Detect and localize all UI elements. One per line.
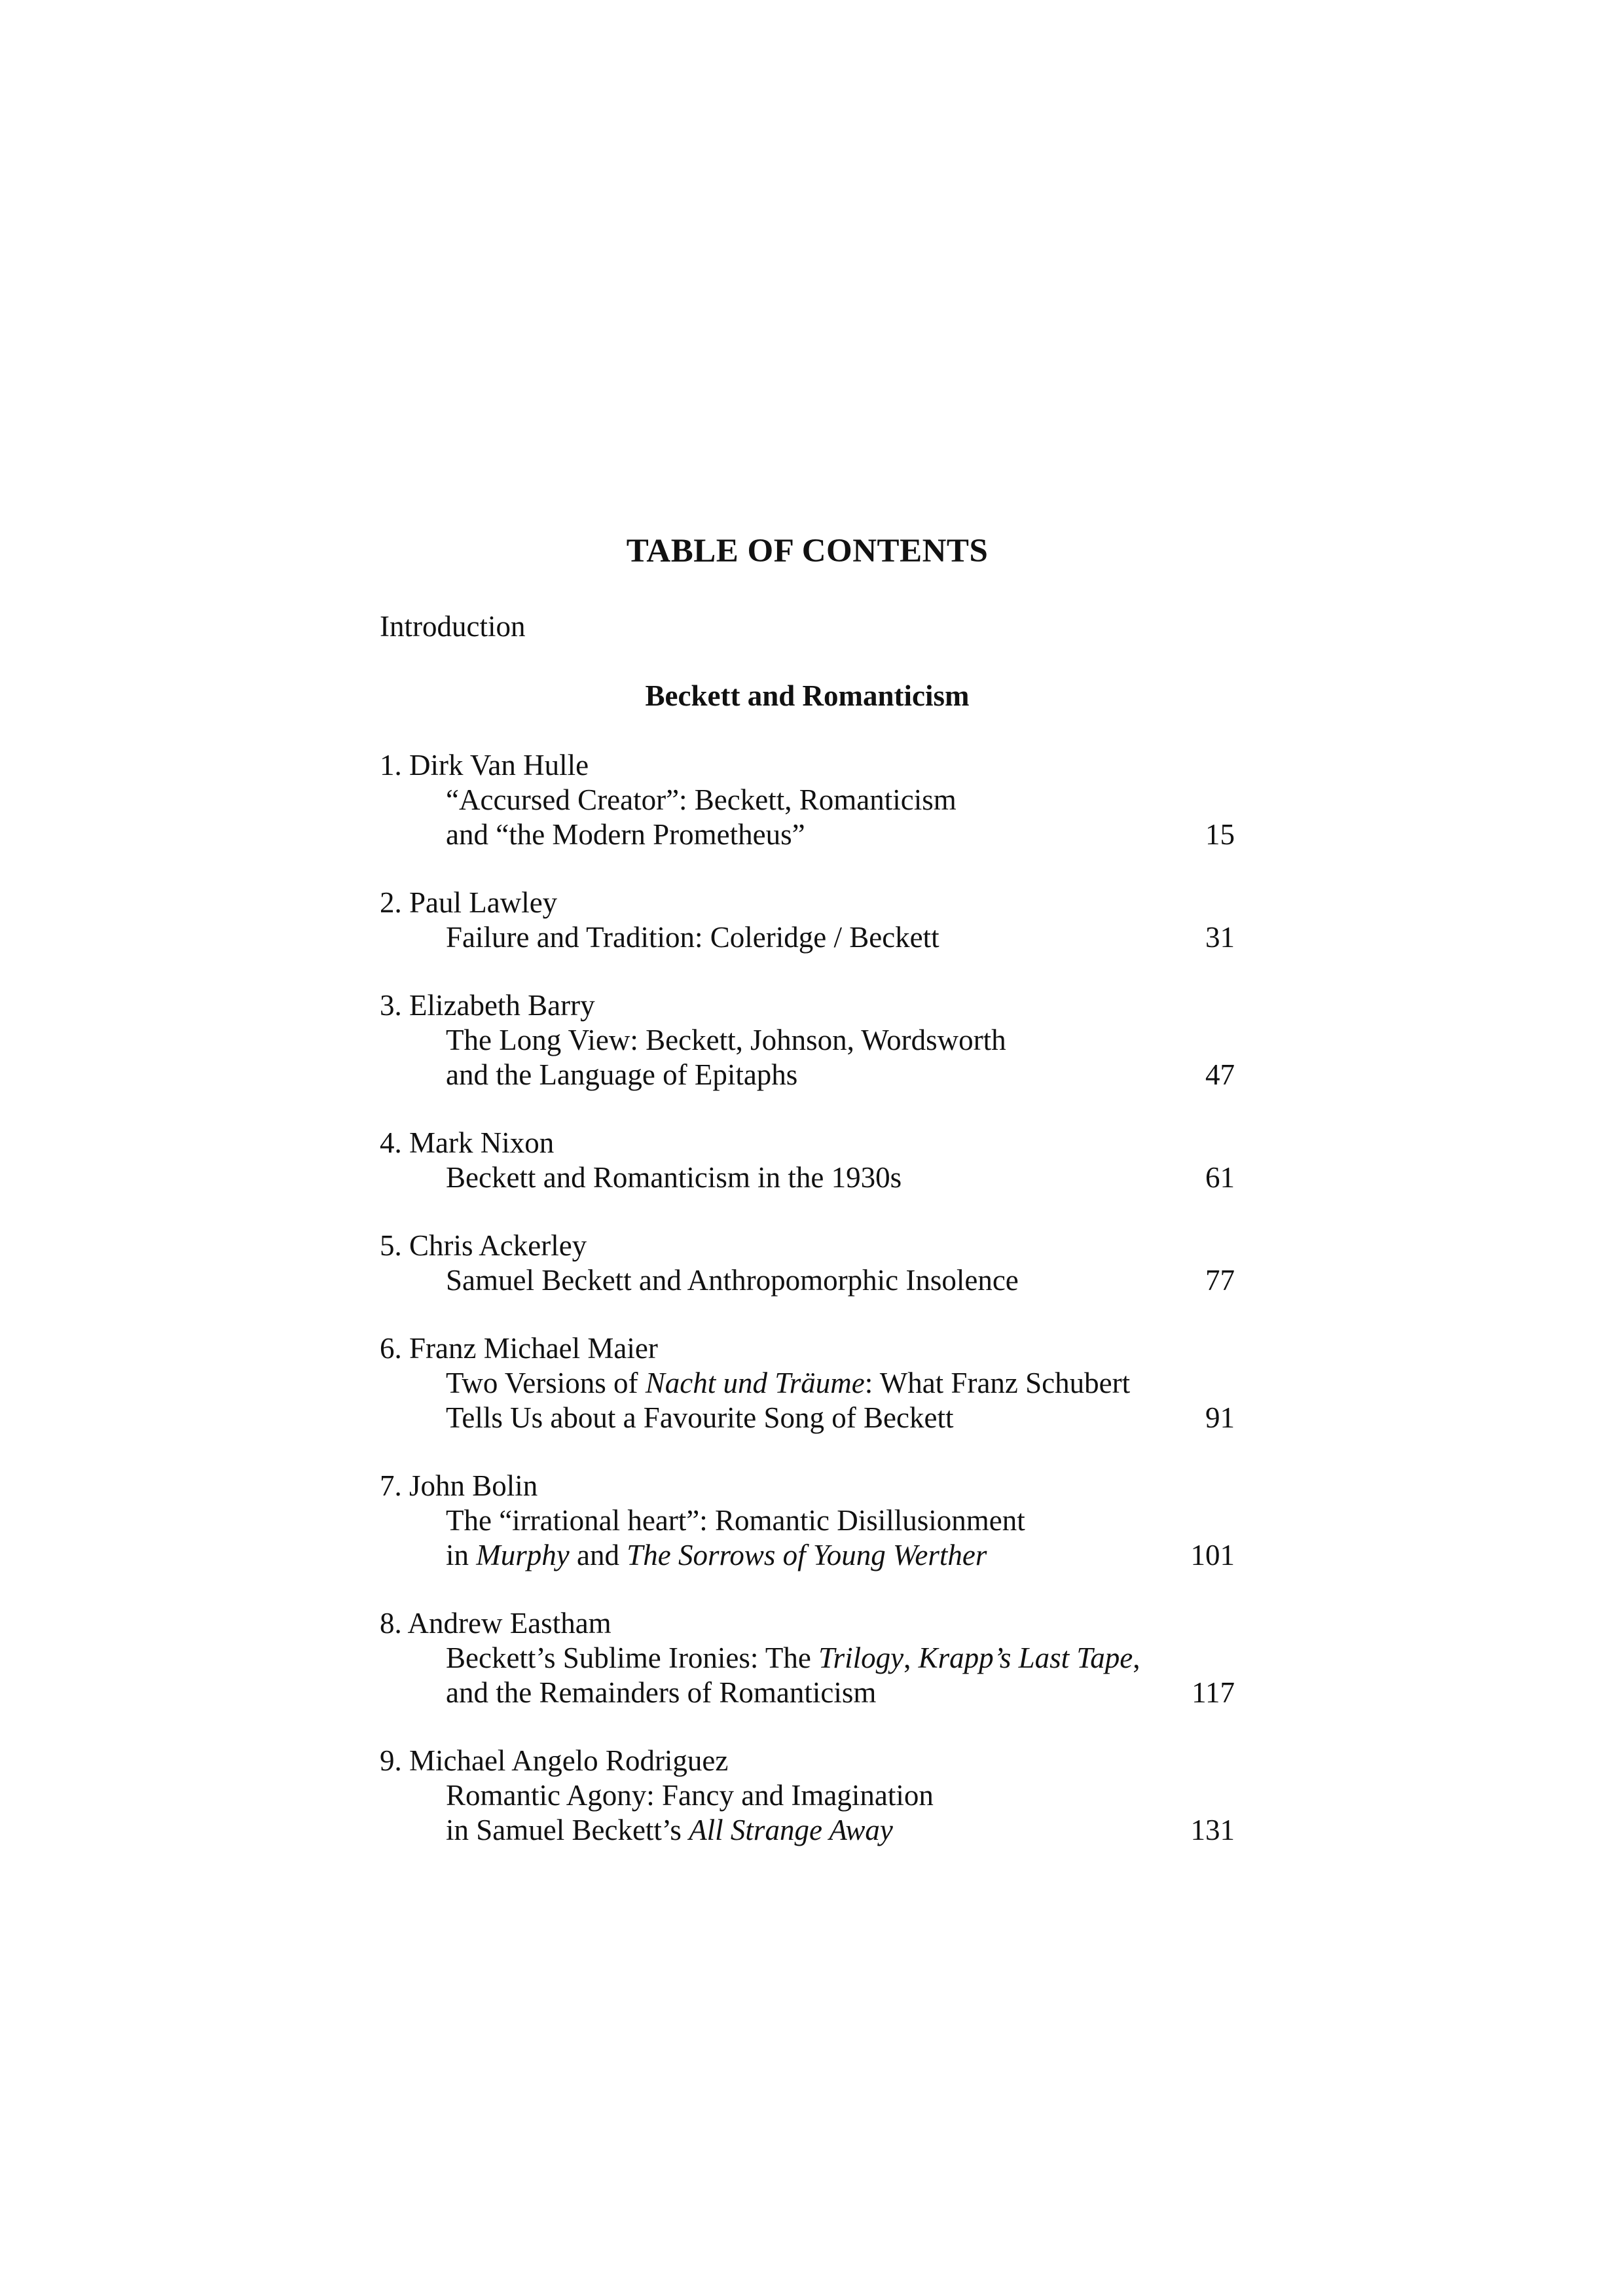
title-italic-text: The Sorrows of Young Werther <box>627 1539 987 1571</box>
toc-entry-author: 2. Paul Lawley <box>380 886 558 919</box>
title-text: Failure and Tradition: Coleridge / Beckett <box>446 921 939 954</box>
title-text: in Samuel Beckett’s <box>446 1814 689 1846</box>
toc-entry-title-line <box>380 1813 1235 1848</box>
title-text: and <box>569 1539 627 1571</box>
toc-entry-title-line <box>380 1641 1235 1676</box>
toc-entry <box>380 1606 1235 1710</box>
page-number: 101 <box>1190 1539 1235 1571</box>
title-italic-text: Murphy <box>476 1539 570 1571</box>
title-text: Beckett and Romanticism in the 1930s <box>446 1161 902 1194</box>
page-number: 15 <box>1205 818 1235 851</box>
title-italic-text: Nacht und Träume <box>645 1367 865 1399</box>
toc-entry <box>380 988 1235 1092</box>
toc-entry <box>380 748 1235 852</box>
toc-entry <box>380 1469 1235 1573</box>
page-number: 131 <box>1190 1814 1235 1846</box>
toc-entry <box>380 1744 1235 1848</box>
section-heading: Beckett and Romanticism <box>645 679 970 712</box>
toc-entry-author: 3. Elizabeth Barry <box>380 989 595 1022</box>
page-number: 31 <box>1205 921 1235 954</box>
title-text: Two Versions of <box>446 1367 646 1399</box>
title-text: : What Franz Schubert <box>864 1367 1131 1399</box>
title-text: Tells Us about a Favourite Song of Beckett <box>446 1401 954 1434</box>
toc-entry-title-line <box>380 783 1235 817</box>
toc-entry <box>380 886 1235 955</box>
toc-introduction: Introduction <box>380 610 526 643</box>
toc-entry <box>380 1126 1235 1195</box>
toc-entry-author: 6. Franz Michael Maier <box>380 1332 658 1365</box>
title-text: and “the Modern Prometheus” <box>446 818 805 851</box>
toc-entry-title-line <box>380 1778 1235 1813</box>
page-number: 47 <box>1205 1058 1235 1091</box>
toc-entry-title-line <box>380 1401 1235 1435</box>
page-number: 91 <box>1205 1401 1235 1434</box>
toc-entry-title-line <box>380 1263 1235 1298</box>
toc-entry-author: 8. Andrew Eastham <box>380 1607 611 1640</box>
toc-entry-author: 1. Dirk Van Hulle <box>380 749 589 781</box>
title-text: , <box>1133 1641 1140 1674</box>
page-number: 61 <box>1205 1161 1235 1194</box>
toc-entry-author: 5. Chris Ackerley <box>380 1229 587 1262</box>
title-text: Samuel Beckett and Anthropomorphic Insolence <box>446 1264 1019 1297</box>
toc-entry-author: 9. Michael Angelo Rodriguez <box>380 1744 729 1777</box>
title-text: in <box>446 1539 477 1571</box>
title-text: The “irrational heart”: Romantic Disillusionment <box>446 1504 1025 1537</box>
toc-entry-title-line <box>380 1023 1235 1058</box>
title-text: “Accursed Creator”: Beckett, Romanticism <box>446 783 957 816</box>
page-title: TABLE OF CONTENTS <box>626 533 989 569</box>
toc-entry-title-line <box>380 817 1235 852</box>
toc-entry-title-line <box>380 1058 1235 1092</box>
page-number: 117 <box>1192 1676 1235 1709</box>
toc-entry <box>380 1229 1235 1298</box>
title-text: Beckett’s Sublime Ironies: The <box>446 1641 819 1674</box>
title-text: The Long View: Beckett, Johnson, Wordsworth <box>446 1024 1006 1056</box>
title-text: , <box>903 1641 919 1674</box>
toc-entry-title-line <box>380 1538 1235 1573</box>
title-italic-text: All Strange Away <box>689 1814 893 1846</box>
toc-entry-author: 4. Mark Nixon <box>380 1126 555 1159</box>
toc-entry-title-line <box>380 1366 1235 1401</box>
title-italic-text: Krapp’s Last Tape <box>918 1641 1133 1674</box>
toc-entry-title-line <box>380 920 1235 955</box>
toc-entry-list <box>380 748 1235 1881</box>
toc-entry-title-line <box>380 1160 1235 1195</box>
title-italic-text: Trilogy <box>818 1641 904 1674</box>
title-text: and the Remainders of Romanticism <box>446 1676 877 1709</box>
toc-entry-title-line <box>380 1676 1235 1710</box>
toc-entry-title-line <box>380 1503 1235 1538</box>
title-text: and the Language of Epitaphs <box>446 1058 798 1091</box>
toc-entry <box>380 1331 1235 1435</box>
title-text: Romantic Agony: Fancy and Imagination <box>446 1779 934 1812</box>
toc-entry-author: 7. John Bolin <box>380 1469 538 1502</box>
page-number: 77 <box>1205 1264 1235 1297</box>
